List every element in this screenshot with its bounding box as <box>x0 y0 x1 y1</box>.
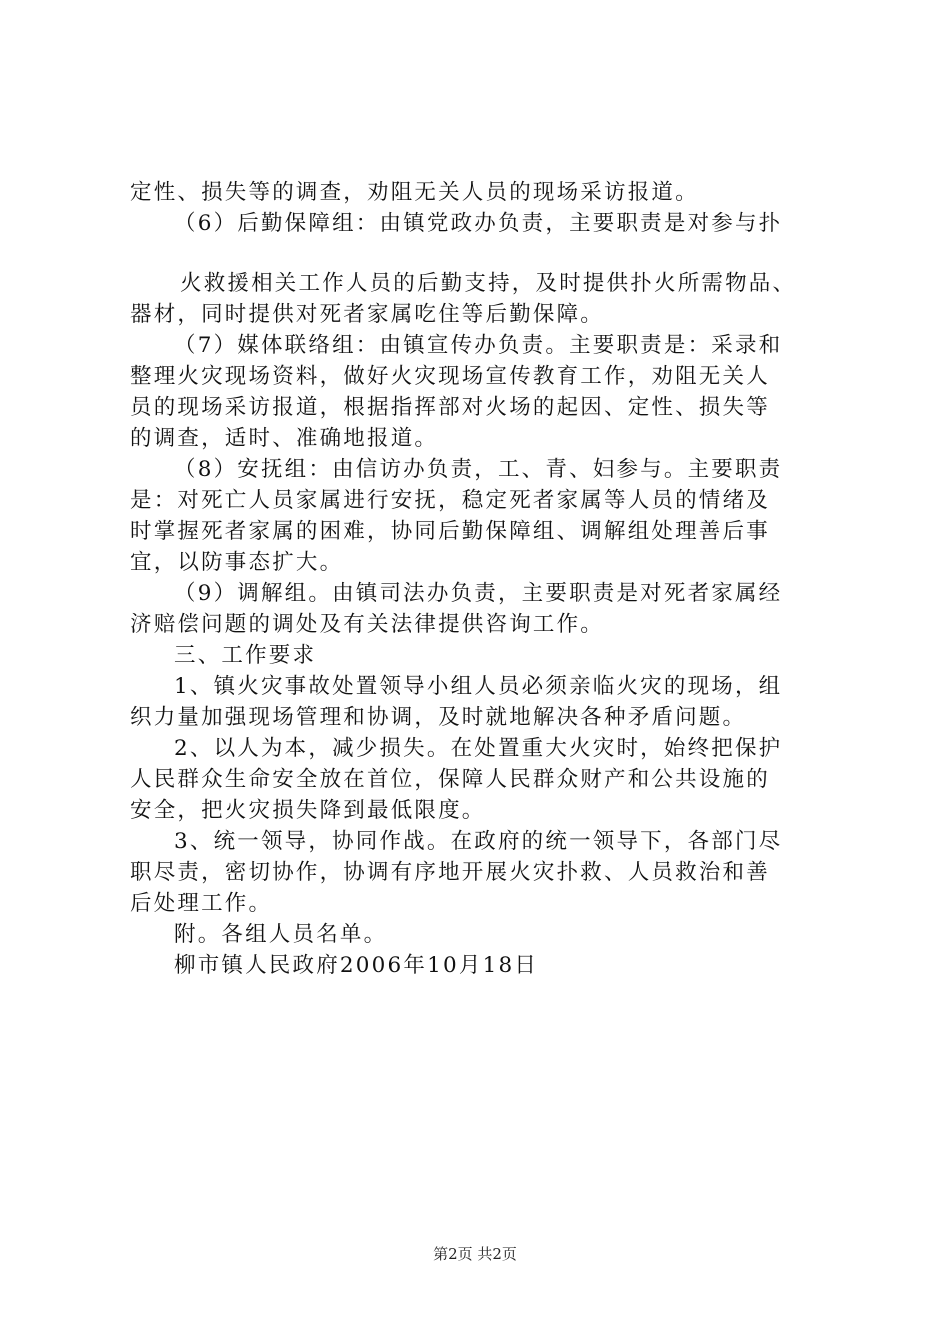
body-line: 济赔偿问题的调处及有关法律提供咨询工作。 <box>130 612 605 637</box>
body-line: （8）安抚组：由信访办负责，工、青、妇参与。主要职责 <box>174 457 783 482</box>
body-line: （9）调解组。由镇司法办负责，主要职责是对死者家属经 <box>174 581 783 606</box>
body-line: 3、统一领导，协同作战。在政府的统一领导下，各部门尽 <box>174 829 783 854</box>
signature-date: 柳市镇人民政府2006年10月18日 <box>174 953 539 978</box>
body-line: （6）后勤保障组：由镇党政办负责，主要职责是对参与扑 <box>174 211 783 236</box>
body-line: 后处理工作。 <box>130 891 273 916</box>
body-line: 2、以人为本，减少损失。在处置重大火灾时，始终把保护 <box>174 736 783 761</box>
page-footer: 第2页 共2页 <box>433 1245 517 1263</box>
body-line: 的调查，适时、准确地报道。 <box>130 426 439 451</box>
attachment-note: 附。各组人员名单。 <box>174 922 388 947</box>
body-line: 器材，同时提供对死者家属吃住等后勤保障。 <box>130 302 605 327</box>
body-line: 人民群众生命安全放在首位，保障人民群众财产和公共设施的 <box>130 767 770 792</box>
body-line: 时掌握死者家属的困难，协同后勤保障组、调解组处理善后事 <box>130 519 770 544</box>
section-heading: 三、工作要求 <box>174 643 317 668</box>
body-line: 织力量加强现场管理和协调，及时就地解决各种矛盾问题。 <box>130 705 747 730</box>
body-line: 安全，把火灾损失降到最低限度。 <box>130 798 486 823</box>
body-line: 员的现场采访报道，根据指挥部对火场的起因、定性、损失等 <box>130 395 770 420</box>
body-line: 定性、损失等的调查，劝阻无关人员的现场采访报道。 <box>130 180 699 205</box>
body-line: 宜，以防事态扩大。 <box>130 550 344 575</box>
body-line: 是：对死亡人员家属进行安抚，稳定死者家属等人员的情绪及 <box>130 488 770 513</box>
body-line: （7）媒体联络组：由镇宣传办负责。主要职责是：采录和 <box>174 333 783 358</box>
body-line: 职尽责，密切协作，协调有序地开展火灾扑救、人员救治和善 <box>130 860 770 885</box>
body-line: 1、镇火灾事故处置领导小组人员必须亲临火灾的现场，组 <box>174 674 783 699</box>
body-line: 整理火灾现场资料，做好火灾现场宣传教育工作，劝阻无关人 <box>130 364 770 389</box>
body-line: 火救援相关工作人员的后勤支持，及时提供扑火所需物品、 <box>180 271 797 296</box>
